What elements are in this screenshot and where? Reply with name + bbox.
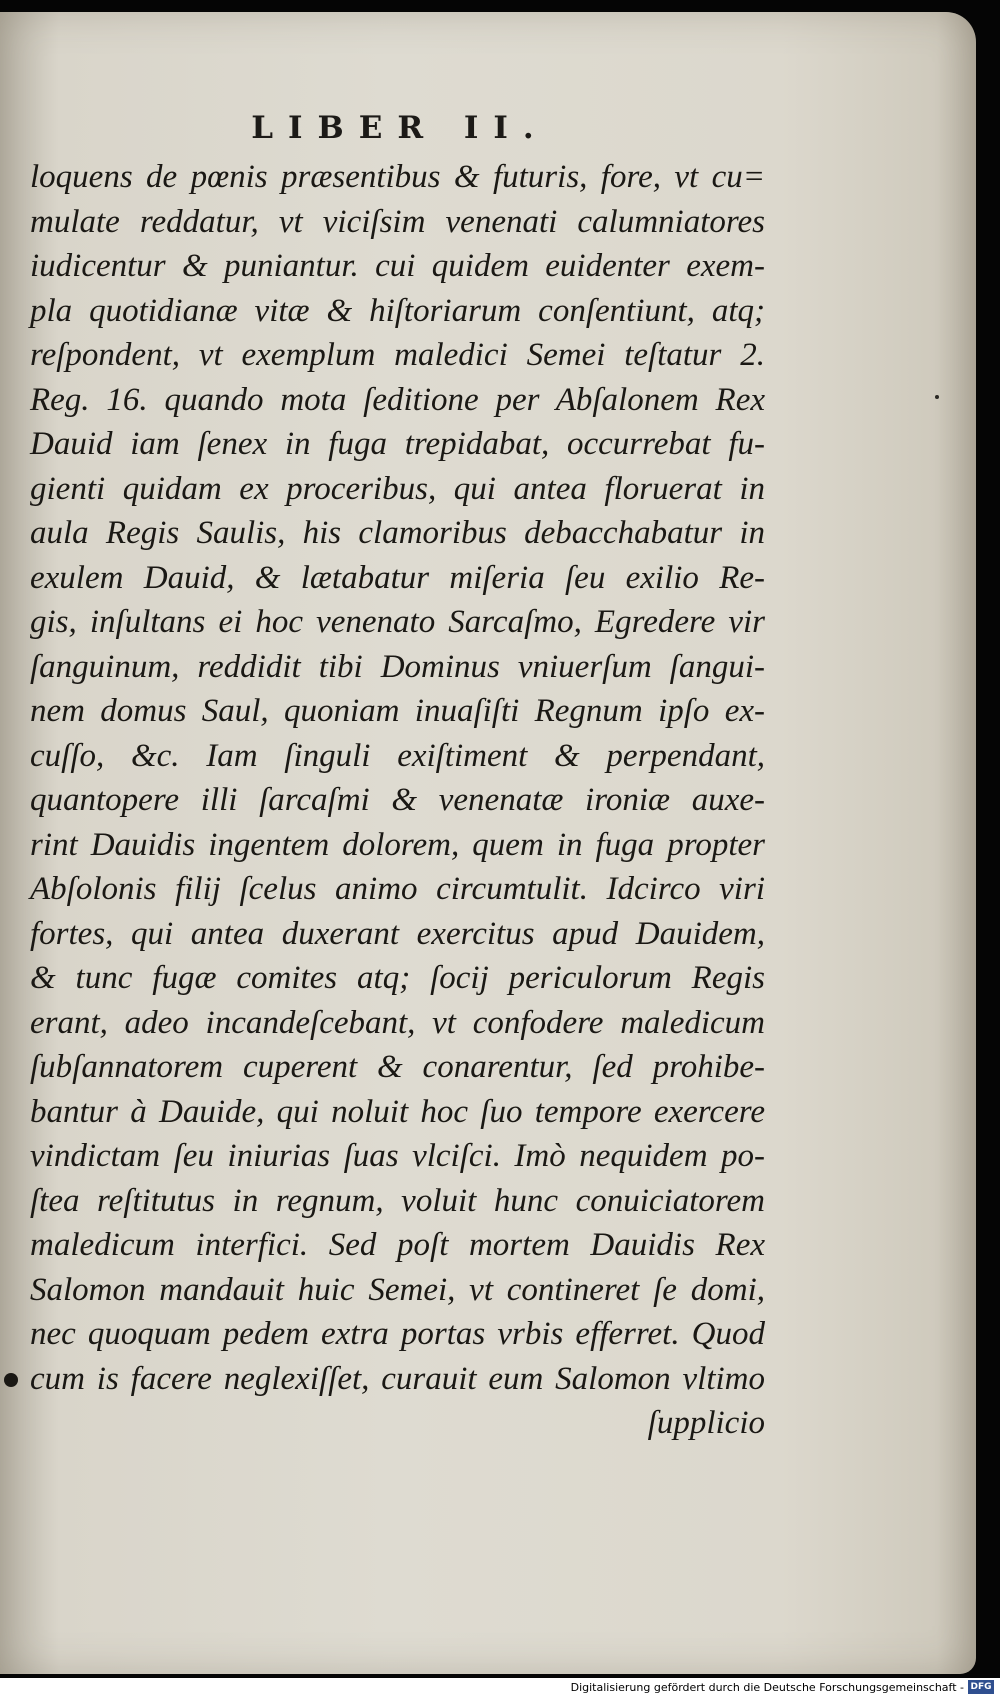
text-line: rint Dauidis ingentem dolorem, quem in fuga propter (30, 826, 765, 863)
margin-mark (935, 395, 939, 399)
dfg-logo: DFG (968, 1680, 994, 1694)
digitization-credit: Digitalisierung gefördert durch die Deutsche Forschungsgemeinschaft - (570, 1681, 964, 1694)
text-line: Dauid iam ſenex in fuga trepidabat, occurrebat fu- (30, 426, 765, 462)
text-line: ſubſannatorem cuperent & conarentur, ſed prohibe- (30, 1049, 765, 1085)
text-line: & tunc fugæ comites atq; ſocij periculorum Regis (30, 960, 765, 996)
text-line: reſpondent, vt exemplum maledici Semei teſtatur 2. (30, 337, 765, 373)
text-line: maledicum interfici. Sed poſt mortem Dauidis Rex (30, 1227, 765, 1263)
text-line: loquens de pœnis præsentibus & futuris, fore, vt cu= (30, 159, 765, 195)
text-line: iudicentur & puniantur. cui quidem euidenter exem- (30, 248, 765, 284)
text-line: ſtea reſtitutus in regnum, voluit hunc conuiciatorem (30, 1182, 765, 1219)
text-line: nem domus Saul, quoniam inuaſiſti Regnum ipſo ex- (30, 693, 765, 729)
text-line: mulate reddatur, vt viciſsim venenati calumniatores (30, 203, 765, 240)
body-text (30, 155, 765, 1446)
text-line: Reg. 16. quando mota ſeditione per Abſalonem Rex (30, 381, 765, 418)
text-line: gis, inſultans ei hoc venenato Sarcaſmo, Egredere vir (30, 604, 765, 640)
text-line: gienti quidam ex proceribus, qui antea floruerat in (30, 470, 765, 507)
text-line: pla quotidianæ vitæ & hiſtoriarum conſentiunt, atq; (30, 292, 765, 329)
text-line: nec quoquam pedem extra portas vrbis efferret. Quod (30, 1316, 765, 1352)
catchword: ſupplicio (647, 1405, 765, 1441)
text-line: exulem Dauid, & lætabatur miſeria ſeu exilio Re- (30, 559, 765, 596)
text-line: erant, adeo incandeſcebant, vt confodere maledicum (30, 1004, 765, 1041)
margin-ink-blot (4, 1373, 18, 1387)
text-line: aula Regis Saulis, his clamoribus debacchabatur in (30, 515, 765, 551)
text-line: vindictam ſeu iniurias ſuas vlciſci. Imò nequidem po- (30, 1138, 765, 1174)
text-line: ſanguinum, reddidit tibi Dominus vniuerſum ſangui- (30, 648, 765, 685)
text-line: cuſſo, &c. Iam ſinguli exiſtiment & perpendant, (30, 737, 765, 774)
text-line: bantur à Dauide, qui noluit hoc ſuo tempore exercere (30, 1093, 765, 1130)
text-line: fortes, qui antea duxerant exercitus apud Dauidem, (30, 915, 765, 952)
text-line: Salomon mandauit huic Semei, vt contineret ſe domi, (30, 1271, 765, 1308)
text-line: quantopere illi ſarcaſmi & venenatæ ironiæ auxe- (30, 782, 765, 818)
text-line: Abſolonis filij ſcelus animo circumtulit. Idcirco viri (30, 871, 765, 907)
running-head: LIBER II. (251, 110, 549, 146)
text-line: cum is facere neglexiſſet, curauit eum Salomon vltimo (30, 1360, 765, 1397)
